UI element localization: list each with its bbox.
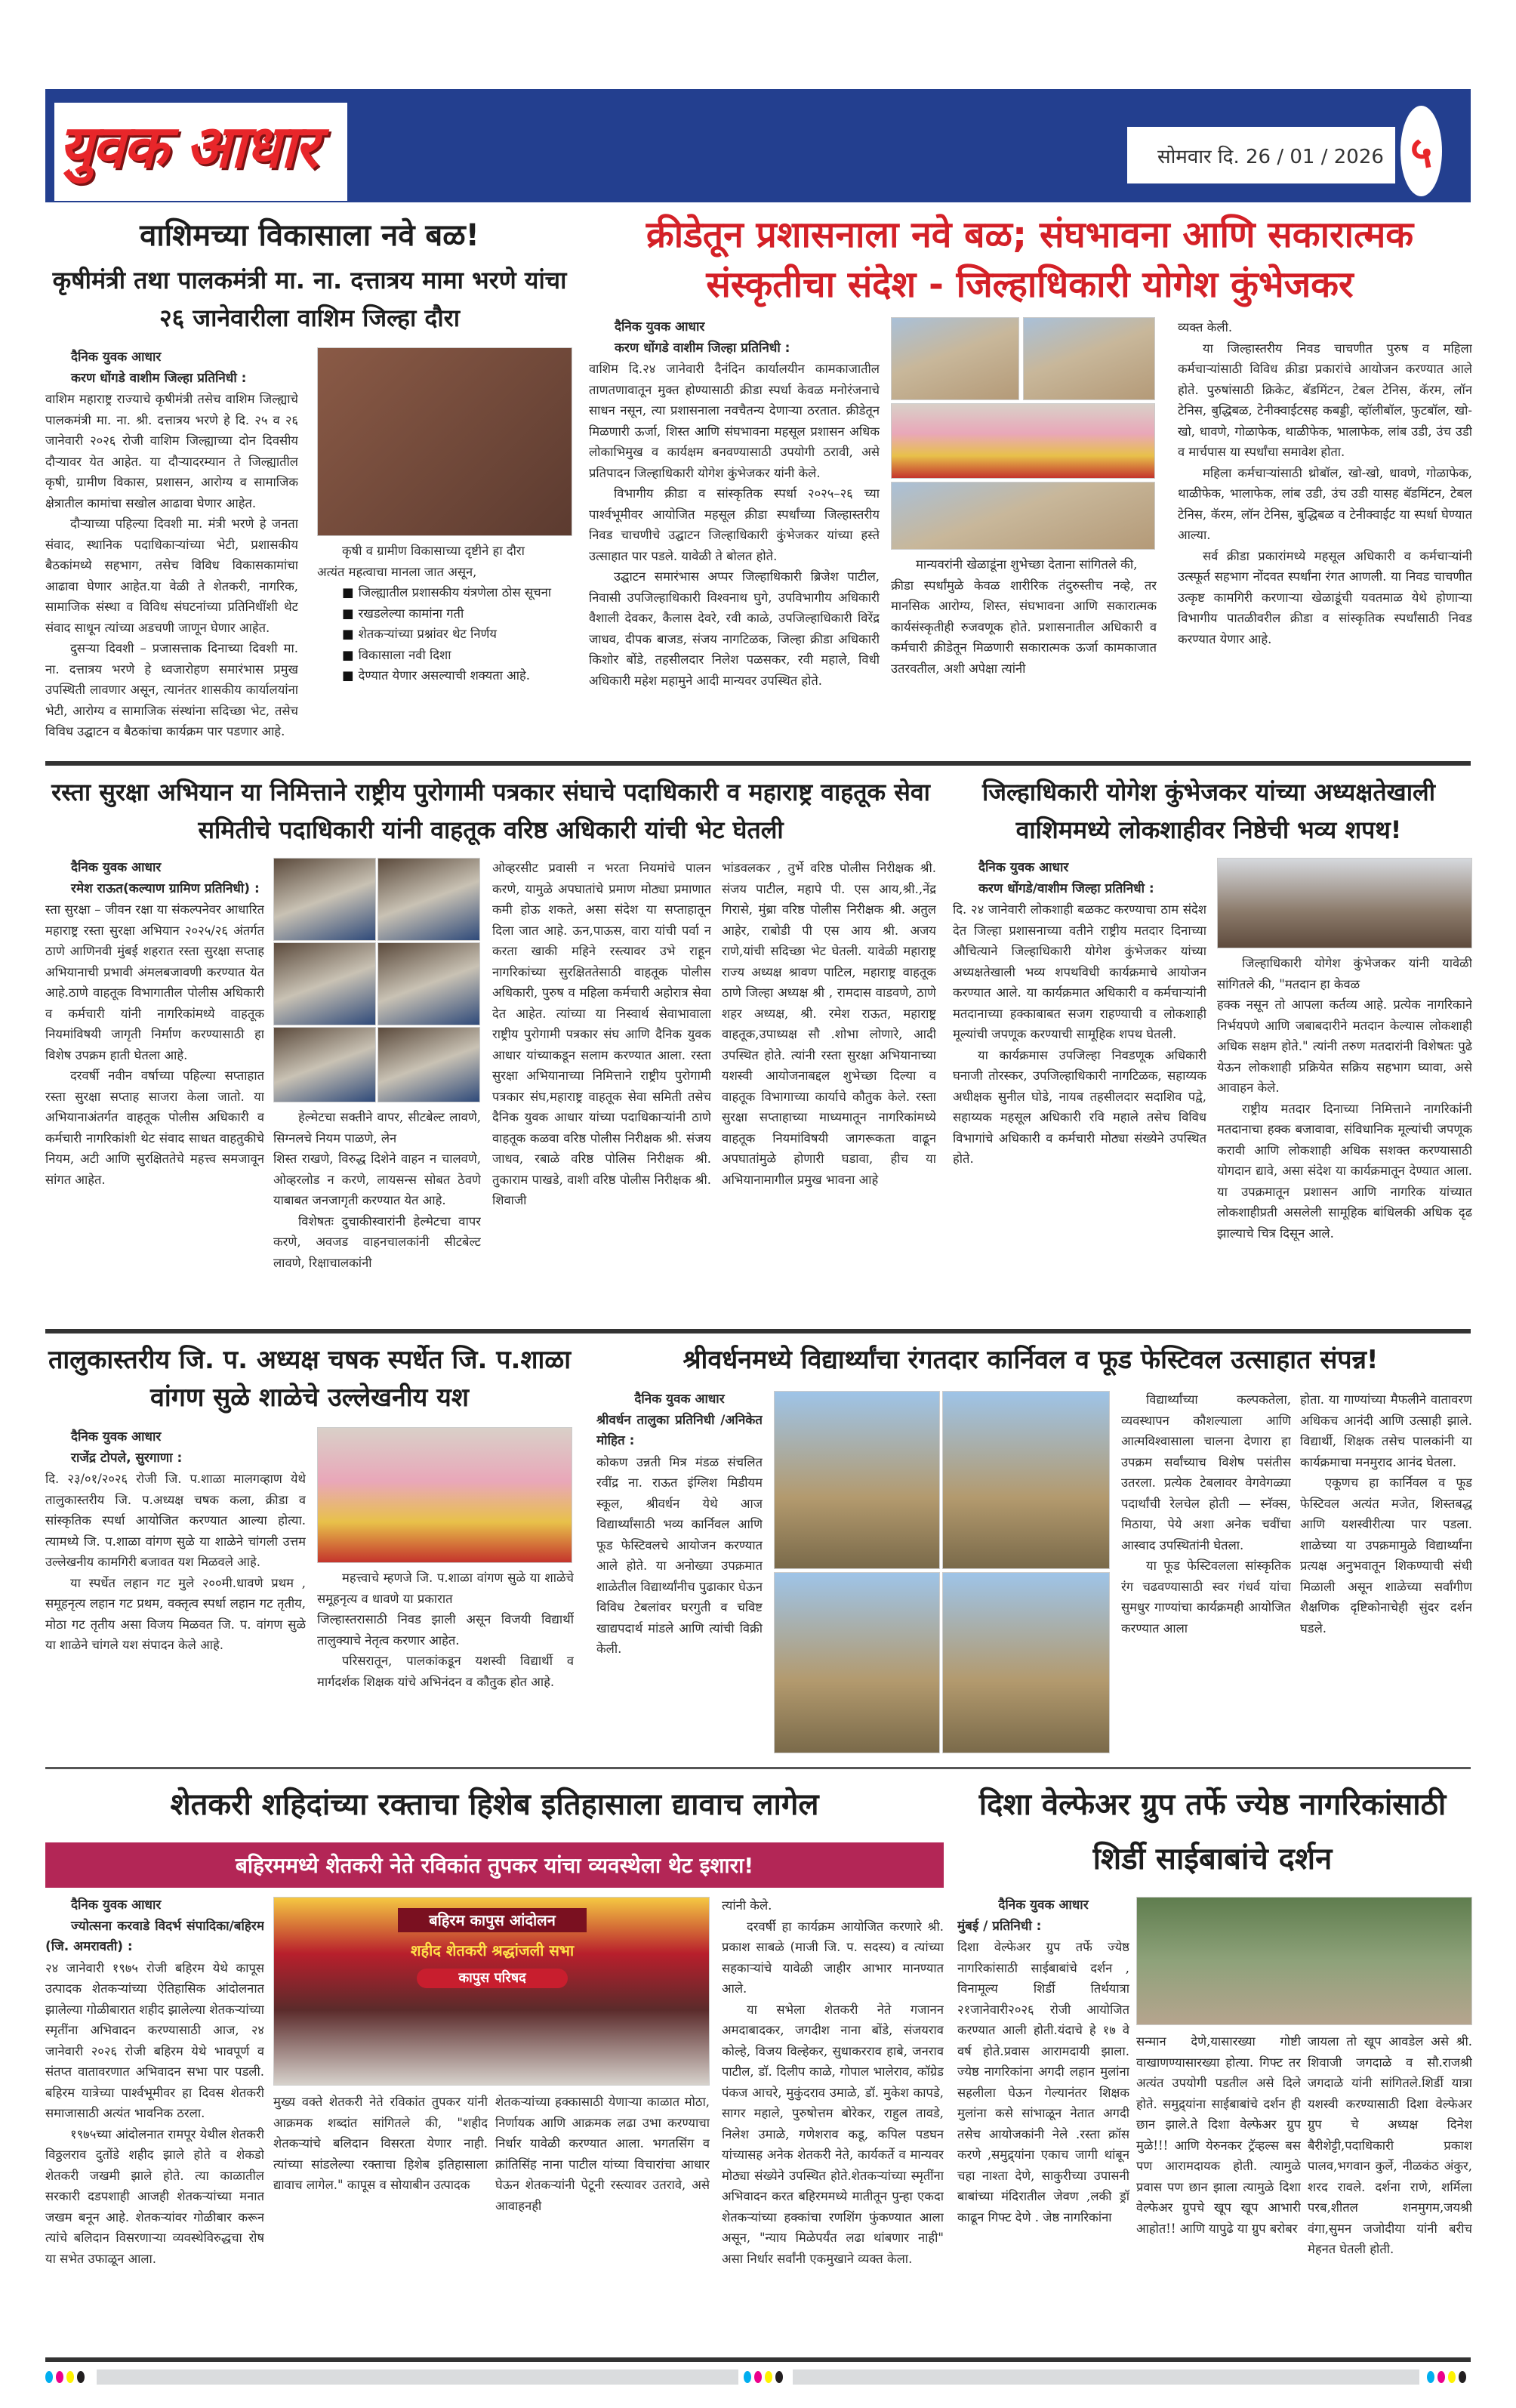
article4-byline: करण धोंगडे/वाशीम जिल्हा प्रतिनिधी : [978, 880, 1154, 896]
article2-byline: करण धोंगडे वाशीम जिल्हा प्रतिनिधी : [615, 340, 790, 356]
article3-byline: रमेश राऊत(कल्याण ग्रामिण प्रतिनिधी) : [71, 880, 260, 896]
article5-para: परिसरातून, पालकांकडून यशस्वी विद्यार्थी व मार्गदर्शक शिक्षक यांचे अभिनंदन व कौतुक होत आहे. [317, 1654, 574, 1689]
paper-name: दैनिक युवक आधार [998, 1898, 1089, 1913]
carnival-photo-2 [942, 1391, 1110, 1569]
article3-body-col1 [45, 858, 264, 1321]
article7-para: त्यांनी केले. [722, 1898, 772, 1913]
black-dot [1459, 2371, 1466, 2383]
article1-byline: करण धोंगडे वाशीम जिल्हा प्रतिनिधी : [71, 370, 247, 386]
cyan-dot [744, 2371, 751, 2383]
article7-para: २४ जानेवारी १९७५ रोजी बहिरम येथे कापूस उत्पादक शेतकऱ्यांच्या ऐतिहासिक आंदोलनात झालेल्या गोळीबारात शहीद झालेल्या शेतकऱ्यांच्या स्मृतींना अभिवादन करण्यासाठी आज, २४ जानेवारी २०२६ रोजी बहिरम येथे भावपूर्ण व संतप्त वातावरणात अभिवादन सभा पार पडली. बहिरम यात्रेच्या पार्श्वभूमीवर हा दिवस शेतकरी समाजासाठी अत्यंत भावनिक ठरला. [45, 1960, 264, 2120]
paper-name: दैनिक युवक आधार [71, 860, 162, 875]
article3-para: स्ता सुरक्षा – जीवन रक्षा या संकल्पनेवर आधारित महाराष्ट्र रस्ता सुरक्षा अभियान २०२५/२६ अंतर्गत ठाणे आणिनवी मुंबई शहरात रस्ता सुरक्षा सप्ताह अभियानाची प्रभावी अंमलबजावणी करण्यात येत आहे.ठाणे वाहतूक विभागातील पोलीस अधिकारी व कर्मचारी यांनी नागरिकांमध्ये वाहतूक नियमांविषयी जागृती निर्माण करण्यासाठी हा विशेष उपक्रम हाती घेतला आहे. [45, 902, 264, 1062]
section-divider [45, 761, 1471, 766]
article6-body-col2 [1121, 1389, 1291, 1759]
school-award-photo [317, 1427, 572, 1563]
newspaper-logo: युवक आधार [59, 113, 317, 181]
shirdi-trip-photo [1136, 1897, 1472, 2025]
photo-banner-text: बहिरम कापुस आंदोलन [398, 1908, 587, 1932]
article5-body-col1 [45, 1427, 306, 1759]
registration-marks-right [1427, 2371, 1466, 2383]
article5-para: दि. २३/०१/२०२६ रोजी जि. प.शाळा मालगव्हाण येथे तालुकास्तरीय जि. प.अध्यक्ष चषक कला, क्रीडा व सांस्कृतिक स्पर्धा आयोजित करण्यात आल्या होत्या. त्यामध्ये जि. प.शाळा वांगण सुळे या शाळेने चांगली उत्तम उल्लेखनीय कामगिरी बजावत यश मिळवले आहे. [45, 1472, 306, 1569]
article7-banner: बहिरममध्ये शेतकरी नेते रविकांत तुपकर यांचा व्यवस्थेला थेट इशारा! [45, 1842, 944, 1888]
article7-body-col4 [722, 1895, 944, 2348]
minister-photo [317, 347, 572, 536]
article8-body-col1 [957, 1895, 1129, 2348]
photo-banner-text: शहीद शेतकरी श्रद्धांजली सभा [410, 1941, 575, 1959]
article1-para: कृषी व ग्रामीण विकासाच्या दृष्टीने हा दौरा [342, 544, 525, 558]
sports-photo-3 [891, 403, 1155, 479]
article2-headline: क्रीडेतून प्रशासनाला नवे बळ; संघभावना आणि सकारात्मक संस्कृतीचा संदेश - जिल्हाधिकारी योगेश कुंभेजकर [646, 214, 1414, 306]
article7-headline: शेतकरी शहिदांच्या रक्ताचा हिशेब इतिहासाला द्यावाच लागेल [170, 1787, 819, 1822]
article5-byline: राजेंद्र टोपले, सुरगाणा : [71, 1450, 183, 1466]
article6-para: कोकण उन्नती मित्र मंडळ संचलित रवींद्र ना. राऊत इंग्लिश मिडीयम स्कूल, श्रीवर्धन येथे आज विद्यार्थ्यांसाठी भव्य कार्निवल आणि फूड फेस्टिवलचे आयोजन करण्यात आले होते. या अनोख्या उपक्रमात शाळेतील विद्यार्थ्यांनीच पुढाकार घेऊन विविध टेबलांवर घरगुती व चविष्ट खाद्यपदार्थ मांडले आणि त्यांची विक्री केली. [596, 1454, 763, 1656]
article1-bullet: ■ देण्यात येणार असल्याची शक्यता आहे. [317, 665, 572, 686]
article4-para: दि. २४ जानेवारी लोकशाही बळकट करण्याचा ठाम संदेश देत जिल्हा प्रशासनाच्या वतीने राष्ट्रीय मतदार दिनाच्या औचित्याने जिल्हाधिकारी योगेश कुंभेजकर यांच्या अध्यक्षतेखाली भव्य शपथविधी कार्यक्रमाचे आयोजन करण्यात आले. या कार्यक्रमात अधिकारी व कर्मचाऱ्यांनी मतदानाच्या हक्काबाबत सजग राहण्याची व लोकशाही मूल्यांची जपणूक करण्याची सामूहिक शपथ घेतली. [953, 902, 1206, 1041]
carnival-photo-3 [774, 1572, 940, 1753]
article3-para: हेल्मेटचा सक्तीने वापर, सीटबेल्ट लावणे, सिग्नलचे नियम पाळणे, लेन [273, 1110, 481, 1145]
article5-headline: तालुकास्तरीय जि. प. अध्यक्ष चषक स्पर्धेत जि. प.शाळा वांगण सुळे शाळेचे उल्लेखनीय यश [48, 1345, 572, 1413]
article5-para: या स्पर्धेत लहान गट मुले २००मी.धावणे प्रथम , समूहनृत्य लहान गट प्रथम, वक्तृत्व स्पर्धा लहान गट तृतीय, मोठा गट तृतीय असा विजय मिळवत जि. प. वांगण सुळे या शाळेने चांगले यश संपादन केले आहे. [45, 1575, 306, 1652]
sports-photo-4 [891, 482, 1155, 550]
registration-bar [793, 2369, 1419, 2385]
article7-para: या सभेला शेतकरी नेते गजानन अमदाबादकर, जगदीश नाना बोंडे, संजयराव कोल्हे, विजय विल्हेकर, सुधाकरराव हाबे, जनराव पाटील, डॉ. दिलीप काळे, गोपाल भालेराव, कॉग्रेड पंकज आचरे, मुकुंदराव उमाळे, डॉ. मुकेश कापडे, सागर महाले, पुरुषोत्तम बोरेकर, राहुल तावडे, निलेश उमाळे, गणेशराव कडू, कपिल पडघन यांच्यासह अनेक शेतकरी नेते, कार्यकर्ते व मान्यवर मोठ्या संख्येने उपस्थित होते.शेतकऱ्यांच्या स्मृतींना अभिवादन करत बहिरममध्ये मातीतून पुन्हा एकदा शेतकऱ्यांच्या हक्कांचा रणशिंग फुंकण्यात आला असून, "न्याय मिळेपर्यंत लढा थांबणार नाही" असा निर्धार सर्वांनी एकमुखाने व्यक्त केला. [722, 2002, 944, 2266]
magenta-dot [1437, 2371, 1445, 2383]
article1-body-col1 [45, 347, 298, 755]
article6-byline: श्रीवर्धन तालुका प्रतिनिधी /अनिकेत मोहित : [596, 1412, 763, 1448]
police-photo-5 [273, 1027, 376, 1102]
article6-para: या फूड फेस्टिवलला सांस्कृतिक रंग चढवण्यासाठी स्वर गंधर्व यांचा सुमधुर गाण्यांचा कार्यक्रमही आयोजित करण्यात आला [1121, 1559, 1291, 1636]
article1-bullet: ■ शेतकऱ्यांच्या प्रश्नांवर थेट निर्णय [317, 624, 572, 645]
article2-middle-text: क्रीडा स्पर्धांमुळे केवळ शारीरिक तंदुरुस्तीच नव्हे, तर मानसिक आरोग्य, शिस्त, संघभावना आणि सकारात्मक कार्यसंस्कृतीही रुजवणूक होते. प्रशासनातील अधिकारी व कर्मचारी क्रीडेतून मिळणारी सकारात्मक ऊर्जा कामकाजात उतरवतील, अशी अपेक्षा त्यांनी [891, 578, 1157, 676]
article8-para: जायला तो खूप आवडेल असे श्री. शिवाजी जगदाळे व सौ.राजश्री जगदाळे यांनी सांगितले.शिर्डी यात्रा यशस्वी करण्यासाठी दिशा वेल्फेअर ग्रुप चे अध्यक्ष दिनेश बैरीशेट्टी,पदाधिकारी प्रकाश पालव,भगवान कुर्ले, नीळकंठ अंकुर, शरद रावले. दर्शना राणे, शर्मिला परब,शीतल शनमुगम,जयश्री वंगा,सुमन जजोदीया यांनी बरीच मेहनत घेतली होती. [1308, 2034, 1472, 2256]
oath-photo [1217, 858, 1472, 948]
article3-caption-text: शिस्त राखणे, विरुद्ध दिशेने वाहन न चालवणे, ओव्हरलोड न करणे, लायसन्स सोबत ठेवणे याबाबत जनजागृती करण्यात येत आहे. [273, 1152, 481, 1207]
article2-para: मान्यवरांनी खेळाडूंना शुभेच्छा देताना सांगितले की, [916, 557, 1138, 572]
article2-para: विभागीय क्रीडा व सांस्कृतिक स्पर्धा २०२५–२६ च्या पार्श्वभूमीवर आयोजित महसूल क्रीडा स्पर्धांच्या जिल्हास्तरीय निवड चाचणीचे उद्घाटन जिल्हाधिकारी कुंभेजकर यांच्या हस्ते उत्साहात पार पडले. यावेळी ते बोलत होते. [589, 486, 880, 563]
magenta-dot [754, 2371, 762, 2383]
registration-marks-center [744, 2371, 783, 2383]
article5-body-col2 [317, 1568, 574, 1759]
article8-para: सन्मान देणे,यासारख्या गोष्टी वाखाणण्यासारख्या होत्या. गिफ्ट तर अत्यंत उपयोगी पडतील असे दिले होते. समुद्र्यांना साईबाबांचे दर्शन ही छान झाले.ते दिशा वेल्फेअर ग्रुप मुळे!!! आणि येरुनकर ट्रॅव्हल्स बस पण आरामदायक होती. त्यामुळे प्रवास पण छान झाला त्यामुळे दिशा वेल्फेअर ग्रुपचे खूप खूप आभारी आहोत!! आणि यापुढे या ग्रुप बरोबर [1136, 2034, 1301, 2236]
article2-body-col3 [1178, 317, 1472, 755]
article3-col4-text: भांडवलकर , तुर्भे वरिष्ठ पोलीस निरीक्षक श्री. संजय पाटील, महापे पी. एस आय,श्री.,नेंद्र गिरासे, मुंब्रा वरिष्ठ पोलीस निरीक्षक श्री. अतुल आहेर, राबोडी पी एस आय श्री. अजय राणे,यांची सदिच्छा भेट घेतली. यावेळी महाराष्ट्र राज्य अध्यक्ष श्रावण पाटिल, महाराष्ट्र वाहतूक ठाणे जिल्हा अध्यक्ष श्री , रामदास वाडवणे, ठाणे शहर अध्यक्ष, श्री. रमेश राऊत, महाराष्ट्र वाहतूक,उपाध्यक्ष सौ .शोभा लोणारे, आदी उपस्थित होते. त्यांनी रस्ता सुरक्षा अभियानाच्या यशस्वी आयोजनाबद्दल शुभेच्छा दिल्या व वाहतूक विभागाच्या कार्याचे कौतुक केले. रस्ता सुरक्षा सप्ताहाच्या माध्यमातून नागरिकांमध्ये वाहतूक नियमांविषयी जागरूकता वाढून अपघातांमुळे होणारी घडावा, हीच या अभियानामागील प्रमुख भावना आहे [722, 861, 936, 1187]
footer-rule [45, 2357, 1471, 2362]
article5-para: महत्त्वाचे म्हणजे जि. प.शाळा वांगण सुळे या शाळेचे समूहनृत्य व धावणे या प्रकारात [317, 1571, 574, 1606]
sports-photo-2 [1023, 317, 1155, 400]
yellow-dot [66, 2371, 74, 2383]
article1-bullet: ■ रखडलेल्या कामांना गती [317, 603, 572, 624]
yellow-dot [765, 2371, 772, 2383]
police-photo-2 [377, 858, 480, 941]
black-dot [775, 2371, 783, 2383]
paper-name: दैनिक युवक आधार [71, 1898, 162, 1913]
article7-photo-caption2 [495, 2092, 710, 2348]
article1-caption-lead: अत्यंत महत्वाचा मानला जात असून, [317, 564, 477, 579]
article3-caption-text: विशेषतः दुचाकीस्वारांनी हेल्मेटचा वापर करणे, अवजड वाहनचालकांनी सीटबेल्ट लावणे, रिक्षाचालकांनी [273, 1213, 481, 1270]
cyan-dot [45, 2371, 53, 2383]
article6-para: होता. या गाण्यांच्या मैफलीने वातावरण अधिकच आनंदी आणि उत्साही झाले. विद्यार्थी, शिक्षक तसेच पालकांनी या कार्यक्रमाचा मनमुराद आनंद घेतला. [1300, 1392, 1472, 1469]
article7-caption-text: मुख्य वक्ते शेतकरी नेते रविकांत तुपकर यांनी आक्रमक शब्दांत सांगितले की, "शहीद शेतकऱ्यांचे बलिदान विसरता येणार नाही. त्यांच्या सांडलेल्या रक्ताचा हिशेब इतिहासाला द्यावाच लागेल." कापूस व सोयाबीन उत्पादक [273, 2095, 488, 2192]
registration-marks-left [45, 2371, 85, 2383]
article7-body-col1 [45, 1895, 264, 2348]
cyan-dot [1427, 2371, 1434, 2383]
article1-para: दुसऱ्या दिवशी – प्रजासत्ताक दिनाच्या दिवशी मा. ना. दत्तात्रय भरणे हे ध्वजारोहण समारंभास प्रमुख उपस्थिती लावणार असून, त्यानंतर शासकीय कार्यालयांना भेटी, आरोग्य व सामाजिक संस्थांना सदिच्छा भेट, तसेच विविध उद्घाटन व बैठकांचा कार्यक्रम पार पडणार आहे. [45, 641, 298, 738]
magenta-dot [56, 2371, 63, 2383]
police-photo-3 [273, 942, 376, 1025]
article7-para: १९७५च्या आंदोलनात रामपूर येथील शेतकरी विठ्ठलराव दुतोंडे शहीद झाले होते व शेकडो शेतकरी जखमी झाले होते. त्या काळातील सरकारी दडपशाही आजही शेतकऱ्यांच्या मनात जखम बनून आहे. शेतकऱ्यांवर गोळीबार करून त्यांचे बलिदान विसरणाऱ्या व्यवस्थेविरुद्धचा रोष या सभेत उफाळून आला. [45, 2126, 264, 2266]
article4-para: या कार्यक्रमास उपजिल्हा निवडणूक अधिकारी घनाजी तोरस्कर, उपजिल्हाधिकारी नागटिळक, सहाय्यक अधीक्षक सुनील घोडे, नायब तहसीलदार सदाशिव पद्वे, सहाय्यक महसूल अधिकारी रवि महाले तसेच विविध विभागांचे अधिकारी व कर्मचारी मोठ्या संख्येने उपस्थित होते. [953, 1047, 1206, 1166]
article2-para: या जिल्हास्तरीय निवड चाचणीत पुरुष व महिला कर्मचाऱ्यांसाठी विविध क्रीडा प्रकारांचे आयोजन करण्यात आले होते. पुरुषांसाठी क्रिकेट, बॅडमिंटन, टेबल टेनिस, कॅरम, लॉन टेनिस, बुद्धिबळ, टेनीक्वाईटसह कबड्डी, व्हॉलीबॉल, फुटबॉल, खो-खो, धावणे, गोळाफेक, थाळीफेक, भालाफेक, लांब उडी, उंच उडी व मार्चपास या स्पर्धांचा समावेश होता. [1178, 341, 1472, 459]
police-photo-1 [273, 858, 376, 941]
article6-para: विद्यार्थ्यांच्या कल्पकतेला, व्यवस्थापन कौशल्याला आणि आत्मविश्वासाला चालना देणारा हा उपक्रम सर्वांच्याच विशेष पसंतीस उतरला. प्रत्येक टेबलावर वेगवेगळ्या पदार्थांची रेलचेल होती — स्नॅक्स, मिठाया, पेये अशा अनेक चवींचा आस्वाद उपस्थितांनी घेतला. [1121, 1392, 1291, 1552]
article8-body-col2 [1136, 2031, 1301, 2348]
page-number: ५ [1400, 106, 1442, 196]
section-divider [45, 1329, 1471, 1333]
paper-name: दैनिक युवक आधार [978, 860, 1069, 875]
yellow-dot [1448, 2371, 1456, 2383]
article6-para: एकूणच हा कार्निवल व फूड फेस्टिवल अत्यंत मजेत, शिस्तबद्ध आणि यशस्वीरीत्या पार पडला. शाळेच्या या उपक्रमामुळे विद्यार्थ्यांना प्रत्यक्ष अनुभवातून शिकण्याची संधी मिळाली असून शाळेच्या सर्वांगीण शैक्षणिक दृष्टिकोनाचेही सुंदर दर्शन घडले. [1300, 1475, 1472, 1636]
paper-name: दैनिक युवक आधार [615, 319, 705, 335]
article4-para: जिल्हाधिकारी योगेश कुंभेजकर यांनी यावेळी सांगितले की, "मतदान हा केवळ [1217, 956, 1472, 991]
article3-photo-caption [273, 1107, 481, 1321]
sports-photo-1 [891, 317, 1019, 400]
article2-body-col1 [589, 317, 880, 755]
section-divider [45, 1767, 1471, 1769]
article4-body-col2 [1217, 953, 1472, 1321]
article7-byline: ज्योत्सना करवाडे विदर्भ संपादिका/बहिरम (जि. अमरावती) : [45, 1918, 264, 1954]
article6-headline: श्रीवर्धनमध्ये विद्यार्थ्यांचा रंगतदार कार्निवल व फूड फेस्टिवल उत्साहात संपन्न! [683, 1345, 1379, 1375]
article1-body-col2 [317, 541, 572, 755]
carnival-photo-1 [774, 1391, 940, 1569]
article7-para: दरवर्षी हा कार्यक्रम आयोजित करणारे श्री. प्रकाश साबळे (माजी जि. प. सदस्य) व त्यांच्या सहकाऱ्यांचे यावेळी जाहीर आभार मानण्यात आले. [722, 1919, 944, 1996]
police-photo-4 [377, 942, 480, 1025]
article3-col3-text: ओव्हरसीट प्रवासी न भरता नियमांचे पालन करणे, यामुळे अपघातांचे प्रमाण मोठ्या प्रमाणात कमी होऊ शकते, असा संदेश या सप्ताहातून दिला जात आहे. ऊन,पाऊस, वारा यांची पर्वा न करता खाकी महिने रस्त्यावर उभे राहून नागरिकांच्या सुरक्षिततेसाठी वाहतूक पोलीस अधिकारी, पुरुष व महिला कर्मचारी अहोरात्र सेवा देत आहेत. त्यांच्या या निस्वार्थ सेवाभावाला राष्ट्रीय पुरोगामी पत्रकार संघ आणि दैनिक युवक आधार यांच्याकडून सलाम करण्यात आला. रस्ता सुरक्षा अभियानाच्या निमित्ताने राष्ट्रीय पुरोगामी पत्रकार संघ,महाराष्ट्र वाहतूक सेवा समिती तसेच दैनिक युवक आधार यांच्या पदाधिकाऱ्यांनी ठाणे वाहतूक कळवा वरिष्ठ पोलीस निरीक्षक श्री. संजय जाधव, रबाळे वरिष्ठ पोलिस निरीक्षक श्री. तुकाराम पाखडे, वाशी वरिष्ठ पोलीस निरीक्षक श्री. शिवाजी [492, 861, 711, 1207]
article5-para: जिल्हास्तरासाठी निवड झाली असून विजयी विद्यार्थी तालुक्याचे नेतृत्व करणार आहेत. [317, 1612, 574, 1648]
article6-body-col1 [596, 1389, 763, 1759]
article8-byline: मुंबई / प्रतिनिधी : [957, 1918, 1042, 1934]
article4-body-col1 [953, 858, 1206, 1321]
rally-photo [273, 1897, 710, 2086]
article2-para: महिला कर्मचाऱ्यांसाठी थ्रोबॉल, खो-खो, धावणे, गोळाफेक, थाळीफेक, भालाफेक, लांब उडी, उंच उडी यासह बॅडमिंटन, टेबल टेनिस, कॅरम, लॉन टेनिस, बुद्धिबळ व टेनीक्वाईट या स्पर्धा घेण्यात आल्या. [1178, 465, 1472, 542]
article4-headline: जिल्हाधिकारी योगेश कुंभेजकर यांच्या अध्यक्षतेखाली वाशिममध्ये लोकशाहीवर निष्ठेची भव्य शपथ! [981, 778, 1436, 844]
article6-body-col3 [1300, 1389, 1472, 1759]
article2-para: सर्व क्रीडा प्रकारांमध्ये महसूल अधिकारी व कर्मचाऱ्यांनी उत्स्फूर्त सहभाग नोंदवत स्पर्धांना रंगत आणली. या निवड चाचणीत उत्कृष्ट कामगिरी करणाऱ्या खेळाडूंची यवतमाळ येथे होणाऱ्या विभागीय पातळीवरील क्रीडा व सांस्कृतिक स्पर्धांसाठी निवड करण्यात येणार आहे. [1178, 548, 1472, 646]
paper-name: दैनिक युवक आधार [634, 1392, 725, 1407]
black-dot [77, 2371, 85, 2383]
article4-para: हक्क नसून तो आपला कर्तव्य आहे. प्रत्येक नागरिकाने निर्भयपणे आणि जबाबदारीने मतदान केल्यास लोकशाही अधिक सक्षम होते." त्यांनी तरुण मतदारांनी विशेषतः पुढे येऊन लोकशाही प्रक्रियेत सक्रिय सहभाग घ्यावा, असे आवाहन केले. [1217, 997, 1472, 1095]
registration-bar [97, 2369, 738, 2385]
paper-name: दैनिक युवक आधार [71, 1429, 162, 1444]
article1-bullet: ■ जिल्ह्यातील प्रशासकीय यंत्रणेला ठोस सूचना [317, 582, 572, 603]
article3-headline: रस्ता सुरक्षा अभियान या निमित्ताने राष्ट्रीय पुरोगामी पत्रकार संघाचे पदाधिकारी व महाराष्ट्र वाहतूक सेवा समितीचे पदाधिकारी यांनी वाहतूक वरिष्ठ अधिकारी यांची भेट घेतली [51, 778, 930, 844]
article2-para: उद्घाटन समारंभास अप्पर जिल्हाधिकारी ब्रिजेश पाटील, निवासी उपजिल्हाधिकारी विश्वनाथ घुगे, उपविभागीय अधिकारी वैशाली देवकर, कैलास देवरे, रवी काळे, उपजिल्हाधिकारी विरेंद्र जाधव, दीपक बाजड, संजय नागटिळक, जिल्हा क्रीडा अधिकारी किशोर बोंडे, तहसीलदार निलेश पळसकर, रवी महाले, विधी अधिकारी महेश महामुने आदी मान्यवर उपस्थित होते. [589, 569, 880, 688]
article2-para: वाशिम दि.२४ जानेवारी दैनंदिन कार्यालयीन कामकाजातील ताणतणावातून मुक्त होण्यासाठी क्रीडा स्पर्धा केवळ मनोरंजनाचे साधन नसून, त्या प्रशासनाला नवचैतन्य देणाऱ्या ठरतात. क्रीडेतून मिळणारी ऊर्जा, शिस्त आणि संघभावना महसूल प्रशासन अधिक लोकाभिमुख व कार्यक्षम बनवण्यासाठी उपयोगी ठरावी, असे प्रतिपादन जिल्हाधिकारी योगेश कुंभेजकर यांनी केले. [589, 362, 880, 480]
carnival-photo-4 [942, 1572, 1110, 1753]
article7-caption-text: शेतकऱ्यांच्या हक्कासाठी येणाऱ्या काळात मोठा, निर्णायक आणि आक्रमक लढा उभा करण्याचा निर्धार यावेळी करण्यात आला. भगतसिंग व क्रांतिसिंह नाना पाटील यांच्या विचारांचा आधार घेऊन शेतकऱ्यांनी पेटूनी रस्त्यावर उतरावे, असे आवाहनही [495, 2095, 710, 2213]
article1-para: दौऱ्याच्या पहिल्या दिवशी मा. मंत्री भरणे हे जनता संवाद, स्थानिक पदाधिकाऱ्यांच्या भेटी, प्रशासकीय बैठकांमध्ये सहभाग, तसेच विविध विकासकामांचा आढावा घेणार आहेत.या वेळी ते शेतकरी, नागरिक, सामाजिक संस्था व विविध संघटनांच्या प्रतिनिधींशी थेट संवाद साधून त्यांच्या अडचणी जाणून घेणार आहेत. [45, 516, 298, 635]
article1-bullet: ■ विकासाला नवी दिशा [317, 645, 572, 666]
article8-para: दिशा वेल्फेअर ग्रुप तर्फे ज्येष्ठ नागरिकांसाठी साईबाबांचे दर्शन , विनामूल्य शिर्डी तिर्थयात्रा २१जानेवारी२०२६ रोजी आयोजित करण्यात आली होती.यंदाचे हे १७ वे वर्ष होते.प्रवास आरामदायी झाला. ज्येष्ठ नागरिकांना अगदी लहान मुलांना सहलीला घेऊन गेल्यानंतर शिक्षक मुलांना कसे सांभाळून नेतात अगदी तसेच आयोजकांनी नेले .रस्ता क्रॉस करणे ,समुद्र्यांना एकाच जागी थांबून चहा नाश्ता देणे, साकुरीच्या उपासनी बाबांच्या मंदिरातील जेवण ,लकी ड्रॉ काढून गिफ्ट देणे . जेष्ठ नागरिकांना [957, 1940, 1129, 2225]
article8-headline: दिशा वेल्फेअर ग्रुप तर्फे ज्येष्ठ नागरिकांसाठी शिर्डी साईबाबांचे दर्शन [978, 1787, 1447, 1876]
article3-body-col4 [722, 858, 936, 1321]
article3-body-col3 [492, 858, 711, 1321]
article2-middle [891, 554, 1157, 755]
article2-para: व्यक्त केली. [1178, 320, 1233, 335]
issue-date: सोमवार दि. 26 / 01 / 2026 [1127, 127, 1395, 183]
article8-body-col3 [1308, 2031, 1472, 2348]
article4-para: राष्ट्रीय मतदार दिनाच्या निमित्ताने नागरिकांनी मतदानाचा हक्क बजावावा, संविधानिक मूल्यांची जपणूक करावी आणि लोकशाही अधिक सशक्त करण्यासाठी योगदान द्यावे, असा संदेश या कार्यक्रमातून देण्यात आला. या उपक्रमातून प्रशासन आणि नागरिक यांच्यात लोकशाहीप्रती असलेली सामूहिक बांधिलकी अधिक दृढ झाल्याचे चित्र दिसून आले. [1217, 1101, 1472, 1241]
article7-photo-caption [273, 2092, 488, 2348]
article1-headline: वाशिमच्या विकासाला नवे बळ! [140, 218, 479, 253]
article1-para: वाशिम महाराष्ट्र राज्याचे कृषीमंत्री तसेच वाशिम जिल्ह्याचे पालकमंत्री मा. ना. श्री. दत्तात्रय भरणे हे दि. २५ व २६ जानेवारी २०२६ रोजी वाशिम जिल्ह्याच्या दोन दिवसीय दौऱ्यावर येत आहेत. या दौऱ्यादरम्यान ते जिल्ह्यातील कृषी, ग्रामीण विकास, प्रशासन, आरोग्य व सामाजिक क्षेत्रातील कामांचा सखोल आढावा घेणार आहेत. [45, 392, 298, 510]
photo-banner-text: कापुस परिषद [417, 1969, 568, 1988]
article1-subheadline: कृषीमंत्री तथा पालकमंत्री मा. ना. दत्तात्रय मामा भरणे यांचा २६ जानेवारीला वाशिम जिल्हा दौरा [52, 266, 567, 332]
article3-para: दरवर्षी नवीन वर्षाच्या पहिल्या सप्ताहात रस्ता सुरक्षा सप्ताह साजरा केला जातो. या अभियानाअंतर्गत वाहतूक पोलीस अधिकारी व कर्मचारी नागरिकांशी थेट संवाद साधत वाहतुकीचे नियम, अटी आणि सुरक्षिततेचे महत्त्व समजावून सांगत आहेत. [45, 1068, 264, 1187]
paper-name: दैनिक युवक आधार [71, 350, 162, 365]
police-photo-6 [377, 1027, 480, 1102]
